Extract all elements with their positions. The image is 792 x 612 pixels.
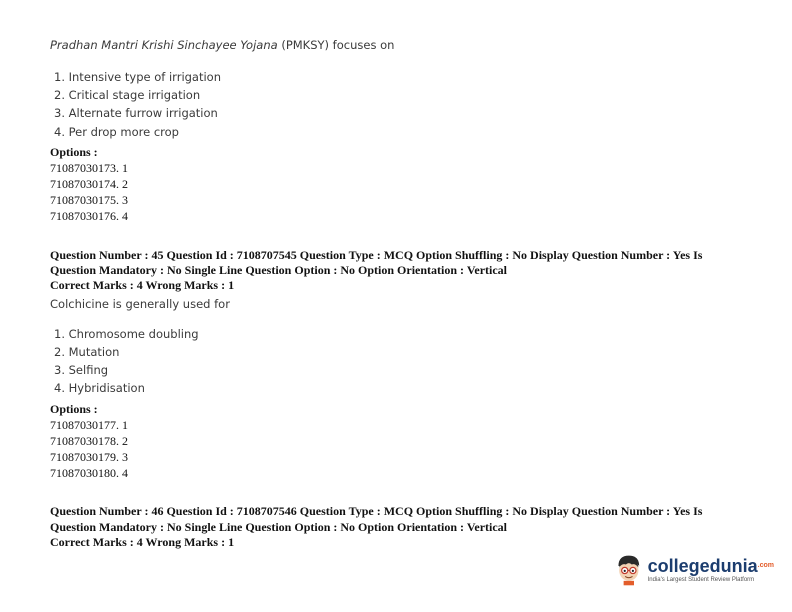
q45-choice-4: 4. Hybridisation: [54, 381, 145, 396]
q44-options-title: Options :: [50, 144, 98, 159]
student-mascot-icon: [614, 547, 644, 591]
q45-option-1: 71087030177. 1: [50, 417, 128, 432]
q46-meta-line2: Question Mandatory : No Single Line Question Option : No Option Orientation : Vertical: [50, 519, 508, 534]
logo-brand-name: collegedunia: [647, 555, 758, 576]
q45-options-title: Options :: [50, 401, 98, 416]
question-paper: [50, 36, 750, 551]
q45-marks: Correct Marks : 4 Wrong Marks : 1: [50, 278, 235, 293]
collegedunia-logo: [614, 546, 774, 592]
q45-option-3: 71087030179. 3: [50, 450, 128, 465]
q44-option-1: 71087030173. 1: [50, 160, 128, 175]
logo-text: [648, 556, 774, 583]
q44-choice-1: 1. Intensive type of irrigation: [54, 70, 222, 84]
q45-choice-3: 3. Selfing: [54, 363, 109, 378]
logo-brand: [648, 556, 774, 576]
q44-intro: [50, 36, 750, 54]
q45-meta-line1: Question Number : 45 Question Id : 7108707545 Question Type : MCQ Option Shuffling : No Display Question Number : Yes Is: [50, 247, 703, 262]
q44-choice-2: 2. Critical stage irrigation: [54, 88, 201, 103]
q44-scheme-name: Pradhan Mantri Krishi Sinchayee Yojana: [50, 38, 278, 52]
q46-meta-line1: Question Number : 46 Question Id : 7108707546 Question Type : MCQ Option Shuffling : No Display Question Number : Yes Is: [50, 504, 703, 519]
q44-choice-3: 3. Alternate furrow irrigation: [54, 106, 218, 121]
q45-choices: [50, 325, 750, 398]
q45-choice-1: 1. Chromosome doubling: [54, 326, 199, 341]
q44-choices: [50, 68, 750, 141]
q44-option-4: 71087030176. 4: [50, 209, 128, 224]
q46-marks: Correct Marks : 4 Wrong Marks : 1: [50, 535, 235, 550]
q45-option-4: 71087030180. 4: [50, 466, 128, 481]
q44-option-2: 71087030174. 2: [50, 177, 128, 192]
logo-tld: .com: [757, 561, 774, 569]
q45-meta-line2: Question Mandatory : No Single Line Question Option : No Option Orientation : Vertical: [50, 263, 508, 278]
q44-option-3: 71087030175. 3: [50, 193, 128, 208]
logo-tagline: India's Largest Student Review Platform: [647, 576, 755, 583]
q44-intro-rest: (PMKSY) focuses on: [277, 38, 395, 52]
q45-option-2: 71087030178. 2: [50, 433, 128, 448]
q45-choice-2: 2. Mutation: [54, 345, 120, 360]
q45-question-text: Colchicine is generally used for: [50, 296, 230, 311]
q44-choice-4: 4. Per drop more crop: [54, 124, 179, 139]
